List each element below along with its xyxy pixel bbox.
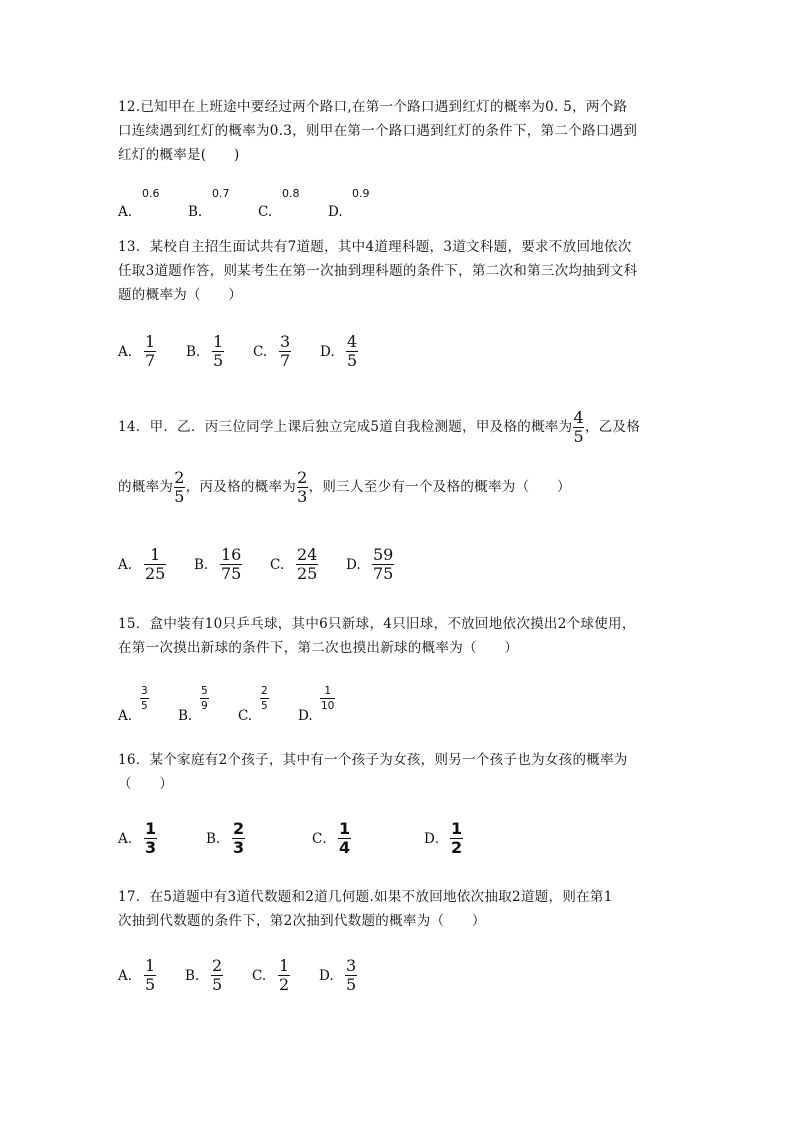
numerator: 16 <box>221 545 242 564</box>
q14-text-1b: ，乙及格 <box>584 419 641 435</box>
numerator: 3 <box>141 685 148 697</box>
fraction <box>346 333 358 370</box>
fraction <box>212 333 224 370</box>
option-label: B． <box>206 831 230 847</box>
q12-line-2: 口连续遇到红灯的概率为0.3，则甲在第一个路口遇到红灯的条件下，第二个路口遇到 <box>118 123 638 139</box>
numerator: 1 <box>324 685 332 697</box>
numerator: 1 <box>339 819 351 838</box>
question-15 <box>118 612 688 660</box>
fraction <box>220 546 242 583</box>
q14-line-1 <box>118 408 688 446</box>
denominator: 2 <box>451 838 463 857</box>
q14-line-2 <box>118 468 688 506</box>
denominator: 10 <box>321 700 335 712</box>
numerator: 1 <box>279 956 290 975</box>
fraction <box>297 469 307 506</box>
option-label: B. <box>194 557 209 573</box>
fraction <box>372 546 394 583</box>
fraction <box>211 957 223 994</box>
option-label: A. <box>118 557 133 573</box>
denominator: 2 <box>279 975 290 994</box>
q14-text-2c: ，则三人至少有一个及格的概率为（ ） <box>308 479 571 495</box>
denominator: 3 <box>233 838 245 857</box>
question-14 <box>118 408 688 446</box>
numerator: 1 <box>145 332 156 351</box>
fraction <box>320 684 335 713</box>
denominator: 4 <box>339 838 351 857</box>
denominator: 3 <box>297 487 308 506</box>
numerator: 5 <box>201 685 208 697</box>
numerator: 1 <box>145 819 157 838</box>
numerator: 2 <box>261 685 268 697</box>
option-label: B. <box>185 968 200 984</box>
denominator: 5 <box>346 975 357 994</box>
numerator: 2 <box>233 819 245 838</box>
numerator: 4 <box>347 332 358 351</box>
fraction <box>144 820 157 857</box>
question-12 <box>118 95 688 167</box>
q17-line-2: 次抽到代数题的条件下，第2次抽到代数题的概率为（ ） <box>118 913 486 929</box>
numerator: 1 <box>451 819 463 838</box>
numerator: 24 <box>297 545 318 564</box>
denominator: 5 <box>573 427 584 446</box>
q15-line-1: 15．盒中装有10只乒乓球，其中6只新球，4只旧球，不放回地依次摸出2个球使用， <box>118 616 636 632</box>
numerator: 4 <box>573 408 584 427</box>
fraction <box>338 820 351 857</box>
denominator: 5 <box>212 975 223 994</box>
denominator: 7 <box>280 351 291 370</box>
fraction <box>450 820 463 857</box>
option-label: C. <box>270 557 285 573</box>
option-label: C. <box>258 204 273 220</box>
numerator: 1 <box>213 332 224 351</box>
denominator: 25 <box>145 564 166 583</box>
q14-text-2b: ，丙及格的概率为 <box>185 479 297 495</box>
q17-line-1: 17．在5道题中有3道代数题和2道几何题.如果不放回地依次抽取2道题，则在第1 <box>118 889 613 905</box>
option-value: 0.9 <box>352 187 370 200</box>
option-label: B. <box>178 708 193 724</box>
denominator: 5 <box>213 351 224 370</box>
option-label: D. <box>328 204 343 220</box>
fraction <box>144 333 156 370</box>
fraction <box>260 684 269 713</box>
numerator: 2 <box>174 468 185 487</box>
option-label: C. <box>253 344 268 360</box>
fraction <box>200 684 209 713</box>
option-value: 0.7 <box>212 187 230 200</box>
option-label: C. <box>238 708 253 724</box>
fraction <box>140 684 149 713</box>
numerator: 3 <box>280 332 291 351</box>
option-label: A． <box>118 831 142 847</box>
option-label: D. <box>320 344 335 360</box>
q15-line-2: 在第一次摸出新球的条件下，第二次也摸出新球的概率为（ ） <box>118 640 519 656</box>
fraction <box>296 546 318 583</box>
q13-line-1: 13．某校自主招生面试共有7道题，其中4道理科题，3道文科题，要求不放回地依次 <box>118 239 632 255</box>
q16-line-2: （ ） <box>118 776 174 792</box>
option-label: A. <box>118 968 133 984</box>
question-14-cont <box>118 468 688 506</box>
fraction <box>144 957 156 994</box>
denominator: 25 <box>297 564 318 583</box>
option-label: A. <box>118 344 133 360</box>
option-label: A. <box>118 708 133 724</box>
option-label: B. <box>188 204 203 220</box>
numerator: 2 <box>297 468 308 487</box>
numerator: 1 <box>150 545 161 564</box>
denominator: 75 <box>373 564 394 583</box>
fraction <box>144 546 166 583</box>
question-13 <box>118 235 688 307</box>
denominator: 7 <box>145 351 156 370</box>
option-label: A. <box>118 204 133 220</box>
denominator: 5 <box>174 487 185 506</box>
option-label: D． <box>424 831 449 847</box>
option-value: 0.6 <box>142 187 160 200</box>
fraction <box>232 820 245 857</box>
option-label: B. <box>186 344 201 360</box>
option-value: 0.8 <box>282 187 300 200</box>
numerator: 59 <box>373 545 394 564</box>
option-label: C. <box>252 968 267 984</box>
q14-text-2a: 的概率为 <box>118 479 174 495</box>
denominator: 5 <box>347 351 358 370</box>
fraction <box>278 957 290 994</box>
q13-line-3: 题的概率为（ ） <box>118 287 243 303</box>
denominator: 5 <box>141 700 148 712</box>
denominator: 5 <box>261 700 268 712</box>
denominator: 5 <box>145 975 156 994</box>
denominator: 9 <box>201 700 208 712</box>
option-label: C． <box>312 831 336 847</box>
q12-line-3: 红灯的概率是( ) <box>118 147 240 163</box>
fraction <box>174 469 184 506</box>
denominator: 3 <box>145 838 157 857</box>
fraction <box>345 957 357 994</box>
q14-text-1a: 14．甲．乙．丙三位同学上课后独立完成5道自我检测题，甲及格的概率为 <box>118 419 573 435</box>
denominator: 75 <box>221 564 242 583</box>
fraction <box>573 409 583 446</box>
q12-line-1: 12.已知甲在上班途中要经过两个路口,在第一个路口遇到红灯的概率为0. 5，两个路 <box>118 99 628 115</box>
option-label: D. <box>346 557 361 573</box>
q16-line-1: 16．某个家庭有2个孩子，其中有一个孩子为女孩，则另一个孩子也为女孩的概率为 <box>118 752 628 768</box>
question-16 <box>118 748 688 796</box>
numerator: 1 <box>145 956 156 975</box>
option-label: D. <box>319 968 334 984</box>
option-label: D. <box>298 708 313 724</box>
question-17 <box>118 885 688 933</box>
numerator: 2 <box>212 956 223 975</box>
fraction <box>279 333 291 370</box>
numerator: 3 <box>346 956 357 975</box>
q13-line-2: 任取3道题作答，则某考生在第一次抽到理科题的条件下，第二次和第三次均抽到文科 <box>118 263 638 279</box>
